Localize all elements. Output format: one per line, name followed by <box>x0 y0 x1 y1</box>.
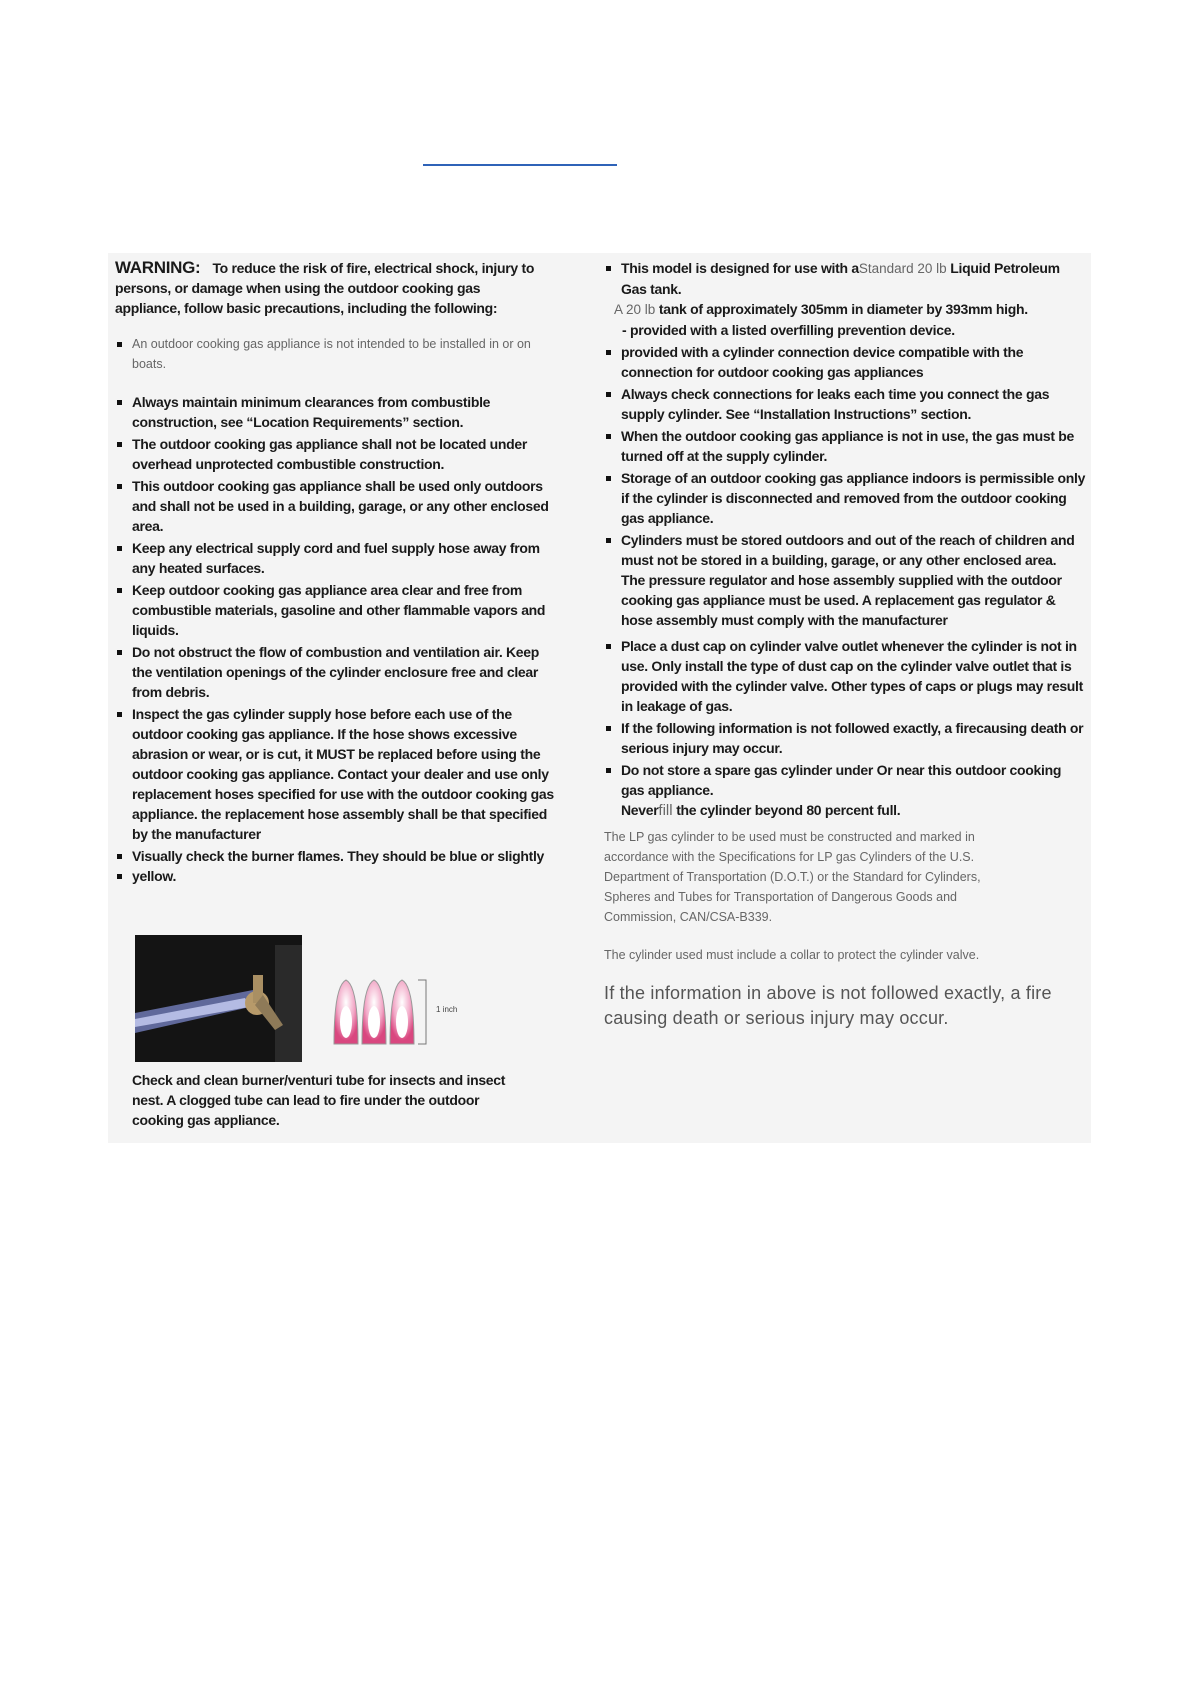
list-item: Keep outdoor cooking gas appliance area clear and free from combustible materials, gasoline and other flammable vapors and liquids. <box>115 580 560 640</box>
flame-diagram <box>330 976 480 1050</box>
right-list-a <box>604 342 1086 570</box>
tank-size-b: tank of approximately 305mm in diameter by 393mm high. <box>658 301 1028 317</box>
list-item: Keep any electrical supply cord and fuel supply hose away from any heated surfaces. <box>115 538 560 578</box>
final-warning: If the information in above is not followed exactly, a fire causing death or serious injury may occur. <box>604 983 1052 1028</box>
list-item: Do not store a spare gas cylinder under Or near this outdoor cooking gas appliance. <box>604 760 1086 800</box>
regulator-note: The pressure regulator and hose assembly supplied with the outdoor cooking gas appliance must be used. A replacement gas regulator & hose assembly must comply with the manufacturer <box>621 572 1062 628</box>
list-item: Cylinders must be stored outdoors and out of the reach of children and must not be stored in a building, garage, or any other enclosed area. <box>604 530 1086 570</box>
lp-cylinder-text: The LP gas cylinder to be used must be constructed and marked in accordance with the Specifications for LP gas Cylinders of the U.S. Department of Transportation (D.O.T.) or the Standard for Cylinders, Spheres and Tubes for Transportation of Dangerous Goods and Commission, CAN/CSA-B339. <box>604 830 981 924</box>
never-rest: the cylinder beyond 80 percent full. <box>676 802 901 818</box>
list-item: Always maintain minimum clearances from combustible construction, see “Location Requirements” section. <box>115 392 560 432</box>
burner-photo <box>135 935 302 1062</box>
right-list-b <box>604 636 1086 800</box>
list-item: This outdoor cooking gas appliance shall be used only outdoors and shall not be used in a building, garage, or any other enclosed area. <box>115 476 560 536</box>
warning-list <box>115 392 560 886</box>
boat-note: An outdoor cooking gas appliance is not intended to be installed in or on boats. <box>115 334 545 374</box>
tank-standard: Standard 20 lb <box>858 261 947 276</box>
never-word: Never <box>621 802 659 818</box>
overfill-line: - provided with a listed overfilling prevention device. <box>622 322 955 338</box>
item-text: This model is designed for use with a <box>621 260 859 276</box>
list-item <box>604 258 1086 299</box>
list-item: Place a dust cap on cylinder valve outlet whenever the cylinder is not in use. Only install the type of dust cap on the cylinder valve outlet that is provided with the cylinder valve. Other types of caps or plugs may result in leakage of gas. <box>604 636 1086 716</box>
list-item: The outdoor cooking gas appliance shall not be located under overhead unprotected combustible construction. <box>115 434 560 474</box>
list-item: When the outdoor cooking gas appliance is not in use, the gas must be turned off at the supply cylinder. <box>604 426 1086 466</box>
warning-paragraph <box>115 258 535 318</box>
list-item: yellow. <box>115 866 560 886</box>
list-item: Do not obstruct the flow of combustion and ventilation air. Keep the ventilation openings of the cylinder enclosure free and clear from debris. <box>115 642 560 702</box>
burner-tube-icon <box>135 935 302 1062</box>
list-item: provided with a cylinder connection device compatible with the connection for outdoor cooking gas appliances <box>604 342 1086 382</box>
list-item: Visually check the burner flames. They should be blue or slightly <box>115 846 560 866</box>
warning-label: WARNING: <box>115 258 201 277</box>
never-fill-line <box>604 800 1086 821</box>
right-list-top <box>604 258 1086 299</box>
tank-size-a: A 20 lb <box>614 302 656 317</box>
list-item: If the following information is not followed exactly, a firecausing death or serious injury may occur. <box>604 718 1086 758</box>
list-item: Storage of an outdoor cooking gas appliance indoors is permissible only if the cylinder is disconnected and removed from the outdoor cooking gas appliance. <box>604 468 1086 528</box>
left-column <box>115 258 570 886</box>
list-item: Always check connections for leaks each time you connect the gas supply cylinder. See “Installation Instructions” section. <box>604 384 1086 424</box>
burner-caption: Check and clean burner/venturi tube for insects and insect nest. A clogged tube can lead to fire under the outdoor cooking gas appliance. <box>132 1072 506 1128</box>
warning-text: To reduce the risk of fire, electrical shock, injury to persons, or damage when using the outdoor cooking gas appliance, follow basic precautions, including the following: <box>115 260 535 316</box>
fill-word: fill <box>658 802 673 819</box>
flame-shape-icon <box>330 976 480 1050</box>
boat-note-list <box>115 334 545 374</box>
item-text: Liquid Petroleum Gas tank. <box>621 260 1060 297</box>
header-link-underline[interactable] <box>423 164 617 166</box>
right-column <box>604 258 1086 1031</box>
list-item: Inspect the gas cylinder supply hose before each use of the outdoor cooking gas appliance. If the hose shows excessive abrasion or wear, or is cut, it MUST be replaced before using the outdoor cooking gas appliance. Contact your dealer and use only replacement hoses specified for use with the outdoor cooking gas appliance. the replacement hose assembly shall be that specified by the manufacturer <box>115 704 560 844</box>
collar-text: The cylinder used must include a collar to protect the cylinder valve. <box>604 948 980 962</box>
flame-scale-label: 1 inch <box>436 1005 458 1014</box>
tank-size-line <box>604 299 1086 320</box>
